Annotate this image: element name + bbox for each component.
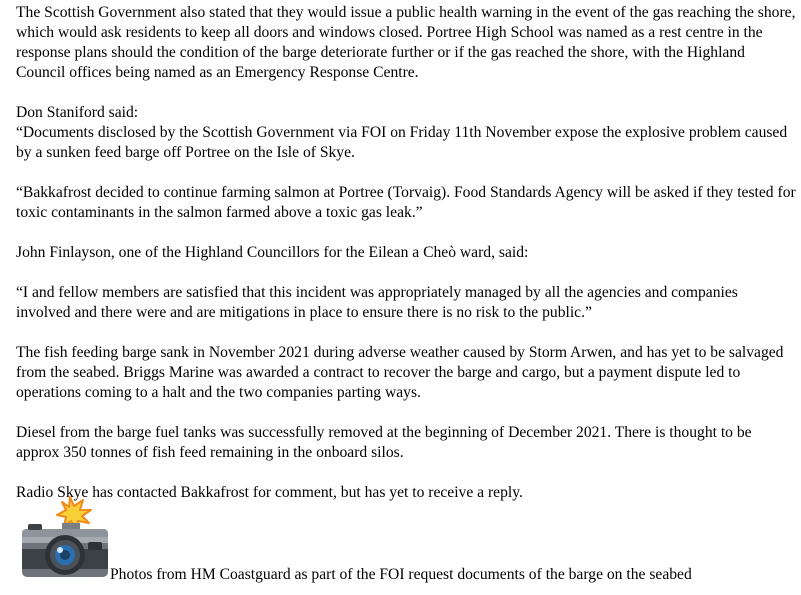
photo-caption-row xyxy=(20,493,790,589)
photo-caption: Photos from HM Coastguard as part of the FOI request documents of the barge on the seabed xyxy=(110,566,692,583)
quote-council-satisfied: “I and fellow members are satisfied that this incident was appropriately managed by all the agencies and companies involved and there were and are mitigations in place to ensure there is no risk to the public.” xyxy=(16,284,738,321)
paragraph-speaker-don-staniford: Don Staniford said: xyxy=(16,104,139,121)
quote-documents-disclosed: “Documents disclosed by the Scottish Government via FOI on Friday 11th November expose the explosive problem caused by a sunken feed barge off Portree on the Isle of Skye. xyxy=(16,124,788,161)
paragraph-barge-sank: The fish feeding barge sank in November 2021 during adverse weather caused by Storm Arwen, and has yet to be salvaged from the seabed. Briggs Marine was awarded a contract to recover the barge and cargo, but a payment dispute led to operations coming to a halt and the two companies parting ways. xyxy=(16,344,784,401)
paragraph-speaker-john-finlayson: John Finlayson, one of the Highland Councillors for the Eilean a Cheò ward, said: xyxy=(16,244,529,261)
article-body xyxy=(16,3,796,523)
paragraph-public-health-warning: The Scottish Government also stated that they would issue a public health warning in the event of the gas reaching the shore, which would ask residents to keep all doors and windows closed. Portree High School was named as a rest centre in the response plans should the condition of the barge deteriorate further or if the gas reached the shore, with the Highland Council offices being named as an Emergency Response Centre. xyxy=(16,4,796,81)
paragraph-radio-skye: Radio Skye has contacted Bakkafrost for comment, but has yet to receive a reply. xyxy=(16,484,523,501)
camera-with-flash-icon xyxy=(20,493,110,583)
quote-bakkafrost-decision: “Bakkafrost decided to continue farming salmon at Portree (Torvaig). Food Standards Agency will be asked if they tested for toxic contaminants in the salmon farmed above a toxic gas leak.” xyxy=(16,184,796,221)
paragraph-diesel-removed: Diesel from the barge fuel tanks was successfully removed at the beginning of December 2021. There is thought to be approx 350 tonnes of fish feed remaining in the onboard silos. xyxy=(16,424,752,461)
